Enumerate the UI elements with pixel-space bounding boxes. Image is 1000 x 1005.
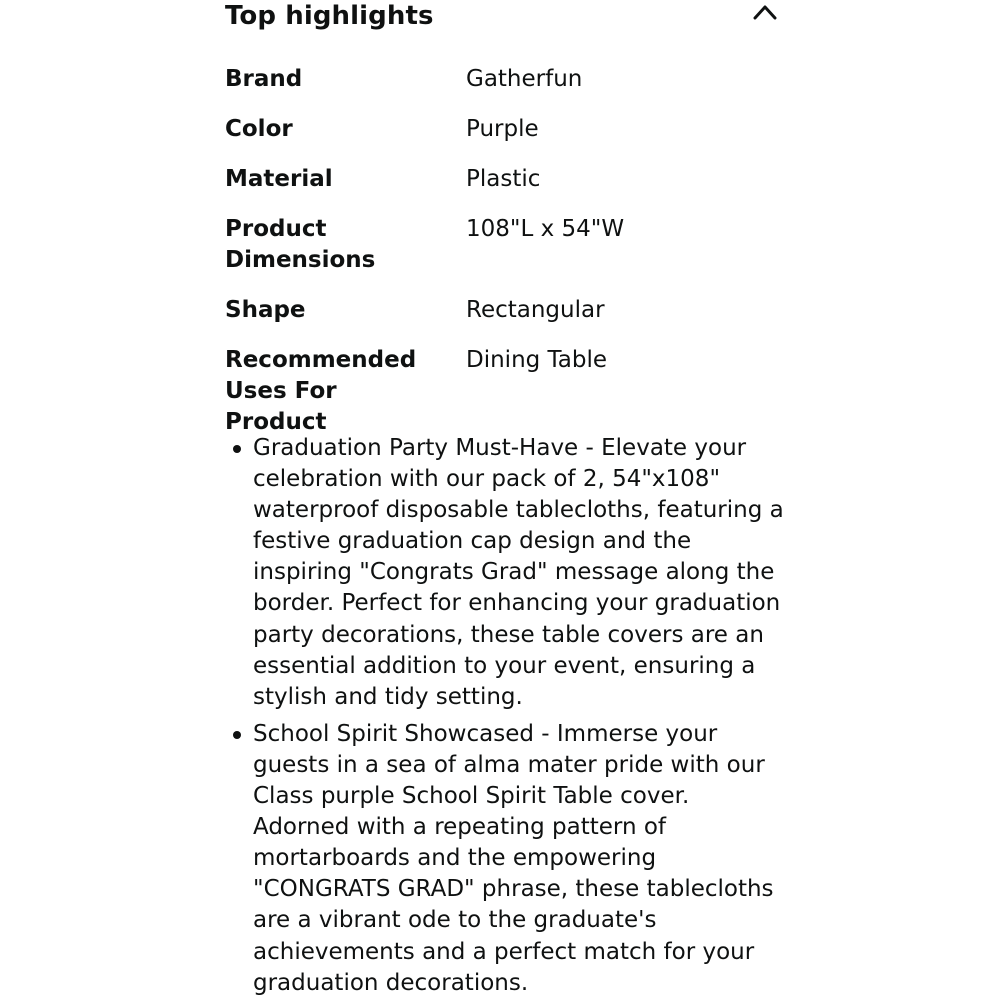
- spec-key: Material: [225, 166, 333, 192]
- spec-key: Product Dimensions: [225, 216, 376, 273]
- chevron-up-icon[interactable]: [751, 0, 779, 24]
- spec-row-brand: [225, 64, 785, 95]
- spec-key: Brand: [225, 66, 303, 92]
- spec-value: Plastic: [466, 166, 541, 192]
- section-title: Top highlights: [225, 1, 434, 31]
- bullet-text: Graduation Party Must-Have - Elevate your celebration with our pack of 2, 54"x108" waterproof disposable tablecloths, featuring a festive graduation cap design and the inspiring "Congrats Grad" message along the border. Perfect for enhancing your graduation party decorations, these table covers are an essential addition to your event, ensuring a stylish and tidy setting.: [253, 435, 784, 710]
- list-item: [225, 433, 785, 713]
- spec-key: Color: [225, 116, 293, 142]
- spec-row-dimensions: [225, 214, 785, 276]
- spec-row-recommended-uses: [225, 345, 785, 438]
- bullet-icon: [233, 445, 241, 453]
- spec-value: Gatherfun: [466, 66, 583, 92]
- spec-row-shape: [225, 295, 785, 326]
- spec-value: 108"L x 54"W: [466, 216, 625, 242]
- bullet-text: School Spirit Showcased - Immerse your guests in a sea of alma mater pride with our Class purple School Spirit Table cover. Adorned with a repeating pattern of mortarboards and the empowering "CONGRATS GRAD" phrase, these tablecloths are a vibrant ode to the graduate's achievements and a perfect match for your graduation decorations.: [253, 720, 774, 996]
- list-item: [225, 719, 785, 999]
- bullet-icon: [233, 731, 241, 739]
- spec-row-color: [225, 114, 785, 145]
- section-header[interactable]: [225, 0, 785, 36]
- spec-value: Dining Table: [466, 347, 608, 373]
- feature-bullet-list: [225, 433, 785, 1005]
- spec-value: Rectangular: [466, 297, 605, 323]
- spec-value: Purple: [466, 116, 539, 142]
- top-highlights-panel: [225, 0, 785, 996]
- spec-key: Shape: [225, 297, 306, 323]
- spec-row-material: [225, 164, 785, 195]
- spec-table: [225, 64, 785, 457]
- spec-key: Recommended Uses For Product: [225, 347, 417, 435]
